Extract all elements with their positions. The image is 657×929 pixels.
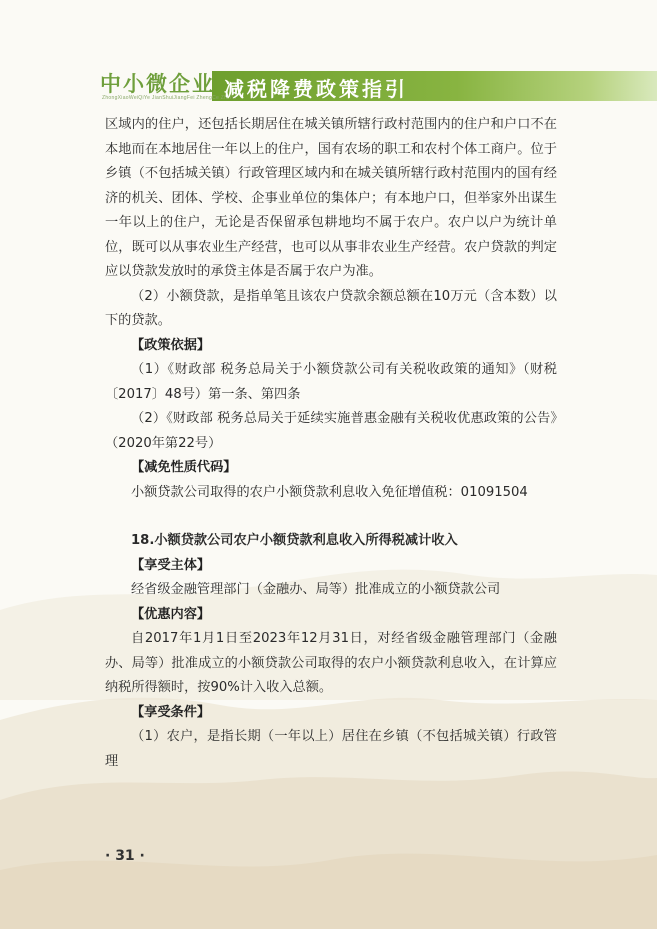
conditions-text: （1）农户，是指长期（一年以上）居住在乡镇（不包括城关镇）行政管理	[105, 729, 557, 769]
heading-policy-basis: 【政策依据】	[131, 337, 211, 353]
brand-subtitle: ZhongXiaoWeiQiYe JianShuiJiangFei ZhengCe ZhiYin	[102, 95, 237, 101]
heading-conditions: 【享受条件】	[131, 704, 211, 720]
brand-title: 中小微企业	[100, 72, 215, 96]
paragraph-small-loan: （2）小额贷款，是指单笔且该农户贷款余额总额在10万元（含本数）以下的贷款。	[105, 288, 557, 328]
heading-exemption-code: 【减免性质代码】	[131, 460, 237, 475]
section-heading-18: 18.小额贷款公司农户小额贷款利息收入所得税减计收入	[131, 533, 458, 548]
heading-preferential-content: 【优惠内容】	[131, 606, 211, 622]
page-number: · 31 ·	[105, 848, 145, 864]
policy-basis-item-2: （2）《财政部 税务总局关于延续实施普惠金融有关税收优惠政策的公告》（2020年第22号）	[105, 411, 557, 451]
exemption-code-text: 小额贷款公司取得的农户小额贷款利息收入免征增值税：01091504	[131, 484, 528, 500]
eligible-subject-text: 经省级金融管理部门（金融办、局等）批准成立的小额贷款公司	[131, 582, 501, 597]
preferential-content-text: 自2017年1月1日至2023年12月31日，对经省级金融管理部门（金融办、局等）批准成立的小额贷款公司取得的农户小额贷款利息收入，在计算应纳税所得额时，按90%计入收入总额。	[105, 631, 557, 695]
heading-eligible-subject: 【享受主体】	[131, 557, 211, 573]
policy-basis-item-1: （1）《财政部 税务总局关于小额贷款公司有关税收政策的通知》（财税〔2017〕48号）第一条、第四条	[105, 362, 557, 402]
banner-title: 减税降费政策指引	[224, 77, 408, 101]
paragraph-farmer-definition: 区域内的住户，还包括长期居住在城关镇所辖行政村范围内的住户和户口不在本地而在本地居住一年以上的住户，国有农场的职工和农村个体工商户。位于乡镇（不包括城关镇）行政管理区域内和在城关镇所辖行政村范围内的国有经济的机关、团体、学校、企事业单位的集体户；有本地户口，但举家外出谋生一年以上的住户，无论是否保留承包耕地均不属于农户。农户以户为统计单位，既可以从事农业生产经营，也可以从事非农业生产经营。农户贷款的判定应以贷款发放时的承贷主体是否属于农户为准。	[105, 117, 557, 279]
page-body	[105, 113, 557, 774]
